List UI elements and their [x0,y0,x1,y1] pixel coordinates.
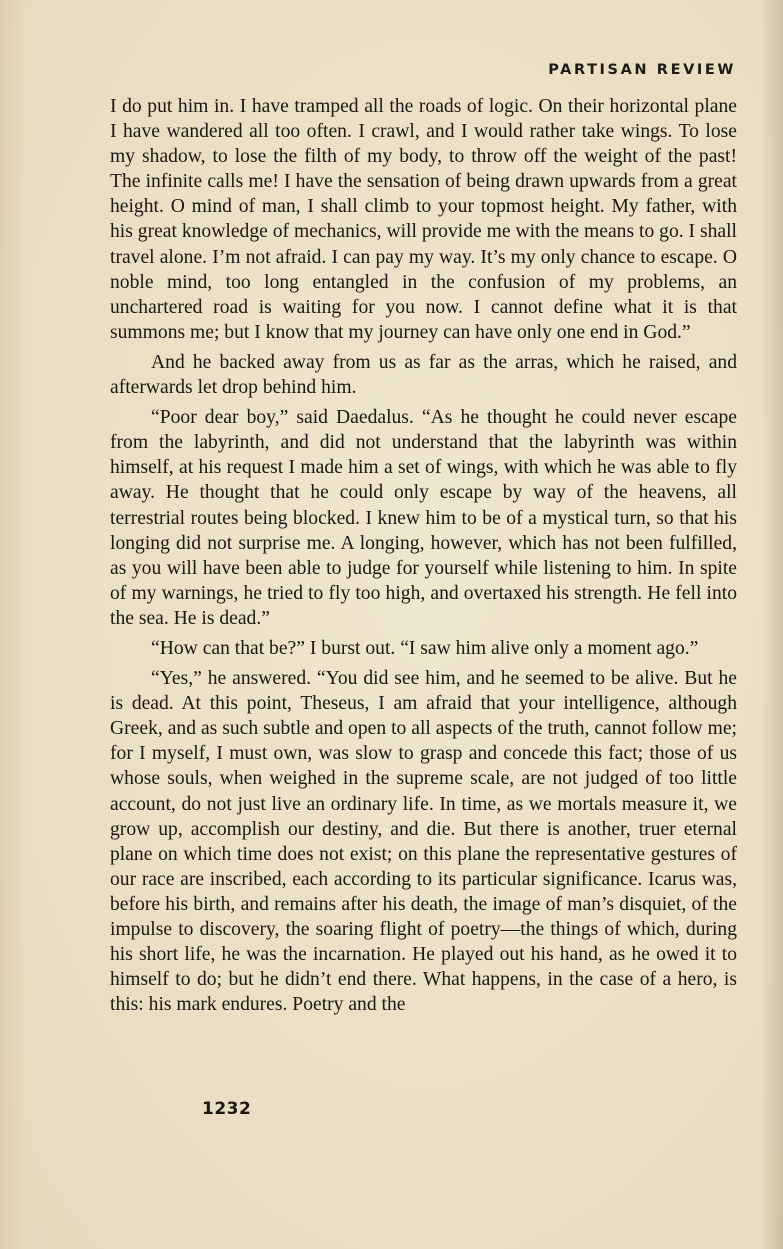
paragraph: “Yes,” he answered. “You did see him, and he seemed to be alive. But he is dead. At this point, Theseus, I am afraid that your intelligence, although Greek, and as such subtle and open to all aspects of the truth, cannot follow me; for I myself, I must own, was slow to grasp and concede this fact; those of us whose souls, when weighed in the supreme scale, are not judged of too little account, do not just live an ordinary life. In time, as we mortals measure it, we grow up, accomplish our destiny, and die. But there is another, truer eternal plane on which time does not exist; on this plane the representative gestures of our race are inscribed, each according to its particular significance. Icarus was, before his birth, and remains after his death, the image of man’s disquiet, of the impulse to discovery, the soaring flight of poetry—the things of which, during his short life, he was the incarnation. He played out his hand, as he owed it to himself to do; but he didn’t end there. What happens, in the case of a hero, is this: his mark endures. Poetry and the [110,668,737,1016]
paragraph: And he backed away from us as far as the arras, which he raised, and afterwards let drop behind him. [110,351,737,399]
paragraph: “Poor dear boy,” said Daedalus. “As he thought he could never escape from the labyrinth, and did not understand that the labyrinth was within himself, at his request I made him a set of wings, with which he was able to fly away. He thought that he could only escape by way of the heavens, all terrestrial routes being blocked. I knew him to be of a mystical turn, so that his longing did not surprise me. A longing, however, which has not been fulfilled, as you will have been able to judge for yourself while listening to him. In spite of my warnings, he tried to fly too high, and overtaxed his strength. He fell into the sea. He is dead.” [110,407,737,629]
page-number: 1232 [202,1099,252,1119]
running-head: PARTISAN REVIEW [548,62,736,78]
paragraph: “How can that be?” I burst out. “I saw him alive only a moment ago.” [151,637,699,659]
paragraph: I do put him in. I have tramped all the roads of logic. On their horizontal plane I have wandered all too often. I crawl, and I would rather take wings. To lose my shadow, to lose the filth of my body, to throw off the weight of the past! The infinite calls me! I have the sensation of being drawn upwards from a great height. O mind of man, I shall climb to your topmost height. My father, with his great knowledge of mechanics, will provide me with the means to go. I shall travel alone. I’m not afraid. I can pay my way. It’s my only chance to escape. O noble mind, too long entangled in the confusion of my problems, an unchartered road is waiting for you now. I cannot define what it is that summons me; but I know that my journey can have only one end in God.” [110,96,737,343]
body-text [110,94,737,1017]
